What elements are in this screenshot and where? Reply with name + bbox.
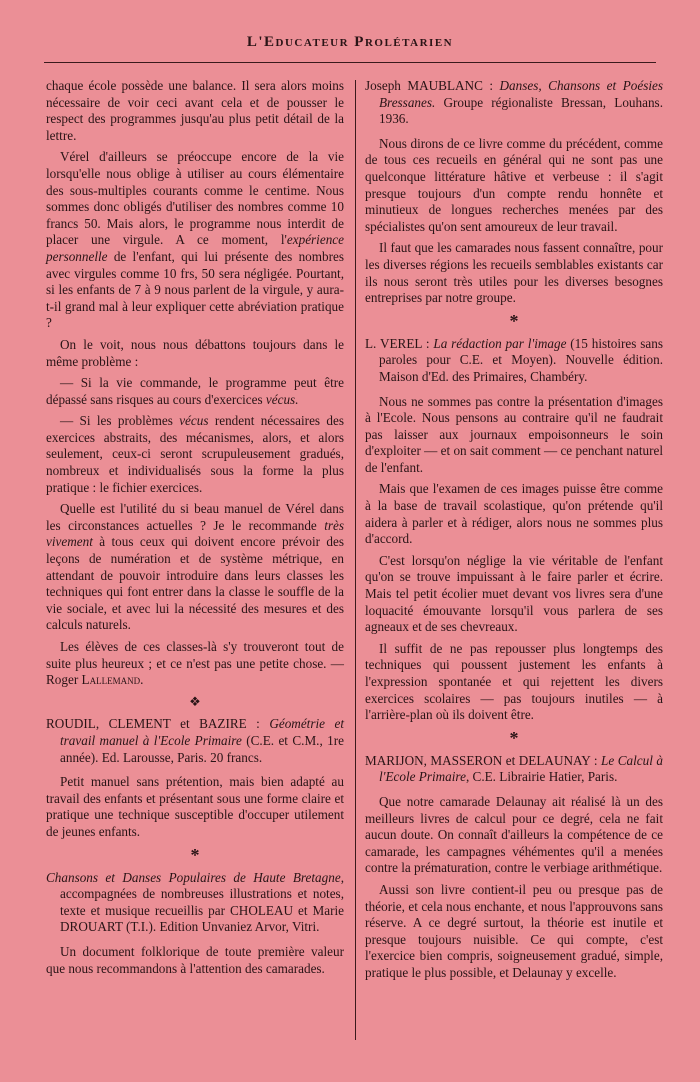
book-reference: Joseph MAUBLANC : Danses, Chansons et Poésies Bressanes. Groupe régionaliste Bressan, Louhans. 1936. bbox=[365, 78, 663, 127]
paragraph: Il faut que les camarades nous fassent connaître, pour les diverses régions les recueils semblables existants car ils nous seront très utiles pour les diverses besognes entreprises par notre groupe. bbox=[365, 240, 663, 306]
paragraph: Petit manuel sans prétention, mais bien adapté au travail des enfants et présentant sous une forme claire et pratique une technique susceptible d'occuper utilement de jeunes enfants. bbox=[46, 774, 344, 839]
paragraph: Que notre camarade Delaunay ait réalisé là un des meilleurs livres de calcul pour ce degré, cela ne fait aucun doute. On connaît d'ailleurs la compétence de ce camarade, les campagnes véhémentes qu'il a menées contre la prématuration, contre le verbiage arithmétique. bbox=[365, 793, 663, 876]
paragraph: Un document folklorique de toute première valeur que nous recommandons à l'attention des camarades. bbox=[46, 943, 344, 976]
paragraph: — Si les problèmes vécus rendent nécessaires des exercices abstraits, des mécanismes, alors, et alors seulement, ceux-ci seront scrupuleusement gradués, nombreux et individualisés sous la forme la plus pratique : le fichier exercices. bbox=[46, 413, 344, 495]
column-divider bbox=[355, 80, 356, 1040]
book-reference: MARIJON, MASSERON et DELAUNAY : Le Calcul à l'Ecole Primaire, C.E. Librairie Hatier, Paris. bbox=[365, 752, 663, 785]
right-column bbox=[365, 78, 663, 987]
book-reference: Chansons et Danses Populaires de Haute Bretagne, accompagnées de nombreuses illustrations et notes, texte et musique recueillis par CHOLEAU et Marie DROUART (T.I.). Edition Unvaniez Arvor, Vitri. bbox=[46, 869, 344, 935]
journal-header: L'Educateur Prolétarien bbox=[246, 34, 454, 50]
section-separator: * bbox=[190, 844, 200, 865]
paragraph: Mais que l'examen de ces images puisse être comme à la base de travail scolastique, qu'on prétende qu'il aidera à parler et à rédiger, alors nous ne sommes plus d'accord. bbox=[365, 481, 663, 547]
paragraph: Quelle est l'utilité du si beau manuel de Vérel dans les circonstances actuelles ? Je le recommande très vivement à tous ceux qui doivent encore prévoir des leçons de numération et de système métrique, en attendant de pouvoir introduire dans leurs classes les techniques qui font entrer dans la classe le souffle de la vie sociale, et avec lui la nécessité des mesures et des calculs naturels. bbox=[46, 501, 344, 633]
ornament: ❖ bbox=[189, 693, 201, 709]
section-separator: * bbox=[509, 310, 519, 331]
paragraph: On le voit, nous nous débattons toujours dans le même problème : bbox=[46, 336, 344, 369]
paragraph: — Si la vie commande, le programme peut être dépassé sans risques au cours d'exercices vécus. bbox=[46, 375, 344, 407]
paragraph: Vérel d'ailleurs se préoccupe encore de la vie lorsqu'elle nous oblige à utiliser au cours élémentaire des sous-multiples courants comme le centime. Nous sommes donc obligés d'utiliser des nombres comme 10 francs 50. Mais alors, le programme nous interdit de placer une virgule. A ce moment, l'expérience personnelle de l'enfant, qui lui présente des nombres avec virgules comme 10 frs, 50 sera négligée. Pourtant, si les enfants de 7 à 9 nous parlent de la virgule, y aura-t-il grand mal à leur expliquer cette abréviation pratique ? bbox=[46, 149, 344, 331]
left-column bbox=[46, 78, 344, 982]
paragraph: C'est lorsqu'on néglige la vie véritable de l'enfant qu'on se trouve impuissant à le faire parler et écrire. Mais tel petit écolier muet devant vos livres sera d'une loquacité émouvante lorsqu'il vous parlera de ses agneaux et de ses chevreaux. bbox=[365, 552, 663, 635]
section-separator: * bbox=[509, 727, 519, 748]
paragraph: Les élèves de ces classes-là s'y trouveront tout de suite plus heureux ; et ce n'est pas une petite chose. — Roger Lallemand. bbox=[46, 639, 344, 688]
paragraph: chaque école possède une balance. Il sera alors moins nécessaire de voir ceci avant cela et de pousser le respect des programmes jusqu'au plus petit détail de la lettre. bbox=[46, 78, 344, 143]
book-reference: ROUDIL, CLEMENT et BAZIRE : Géométrie et travail manuel à l'Ecole Primaire (C.E. et C.M., 1re année). Ed. Larousse, Paris. 20 francs. bbox=[46, 716, 345, 765]
header-rule bbox=[44, 62, 656, 63]
paragraph: Nous ne sommes pas contre la présentation d'images à l'Ecole. Nous pensons au contraire qu'il ne faudrait pas laisser aux journaux empoisonneurs le soin d'exploiter — et on sait comment — ce penchant naturel de l'enfant. bbox=[365, 393, 663, 475]
paragraph: Nous dirons de ce livre comme du précédent, comme de tous ces recueils en général qui ne sont pas une quelconque littérature hâtive et verbeuse : il s'agit presque toujours d'un compte rendu honnête et minutieux de longues recherches menées par des spécialistes qu'on sent amoureux de leur travail. bbox=[365, 135, 663, 234]
paragraph: Il suffit de ne pas repousser plus longtemps des techniques qui poussent justement les enfants à l'expression spontanée et qui rejettent les divers exercices scolaires — pas toujours inutiles — à l'arrière-plan où ils doivent être. bbox=[365, 640, 663, 723]
book-reference: L. VEREL : La rédaction par l'image (15 histoires sans paroles pour C.E. et Moyen). Nouvelle édition. Maison d'Ed. des Primaires, Chambéry. bbox=[365, 335, 663, 384]
paragraph: Aussi son livre contient-il peu ou presque pas de théorie, et cela nous enchante, et nous l'approuvons sans réserve. A ce degré surtout, la théorie est inutile et presque toujours nuisible. Ce qui compte, c'est l'exercice bien compris, soigneusement gradué, simple, pratique le plus possible, et Delaunay y excelle. bbox=[365, 881, 663, 980]
